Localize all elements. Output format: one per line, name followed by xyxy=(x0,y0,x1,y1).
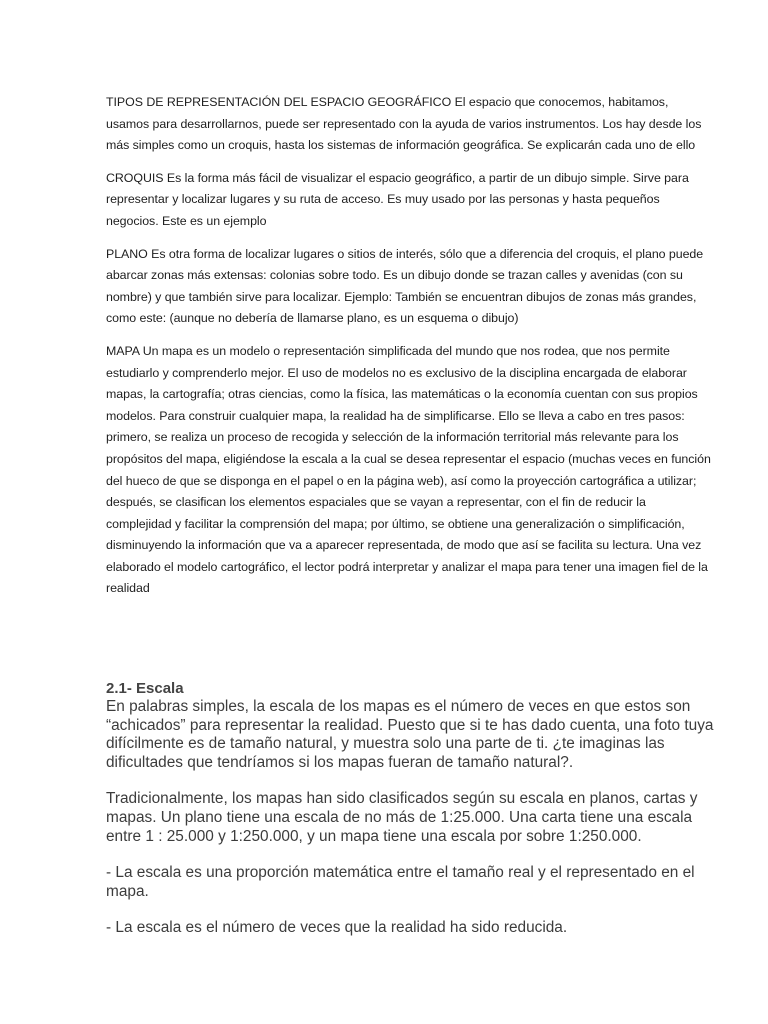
croquis-text: Es la forma más fácil de visualizar el espacio geográfico, a partir de un dibujo simple. Sirve para representar y localizar lugares y su ruta de acceso. Es muy usado por las personas y hasta pequeños negocios. Este es un ejemplo xyxy=(106,170,689,228)
escala-section xyxy=(106,680,728,956)
plano-text: Es otra forma de localizar lugares o sitios de interés, sólo que a diferencia del croquis, el plano puede abarcar zonas más extensas: colonias sobre todo. Es un dibujo donde se trazan calles y avenidas (con su nombre) y que también sirve para localizar. Ejemplo: También se encuentran dibujos de zonas más grandes, como este: (aunque no debería de llamarse plano, es un esquema o dibujo) xyxy=(106,246,704,326)
plano-title: PLANO xyxy=(106,246,148,261)
escala-paragraph-2: Tradicionalmente, los mapas han sido clasificados según su escala en planos, cartas y mapas. Un plano tiene una escala de no más de 1:25.000. Una carta tiene una escala entre 1 : 25.000 y 1:250.000, y un mapa tiene una escala por sobre 1:250.000. xyxy=(106,790,698,845)
mapa-text: Un mapa es un modelo o representación simplificada del mundo que nos rodea, que nos permite estudiarlo y comprenderlo mejor. El uso de modelos no es exclusivo de la disciplina encargada de elaborar mapas, la cartografía; otras ciencias, como la física, las matemáticas o la economía cuentan con sus propios modelos. Para construir cualquier mapa, la realidad ha de simplificarse. Ello se lleva a cabo en tres pasos: primero, se realiza un proceso de recogida y selección de la información territorial más relevante para los propósitos del mapa, eligiéndose la escala a la cual se desea representar el espacio (muchas veces en función del hueco de que se disponga en el papel o en la página web), así como la proyección cartográfica a utilizar; después, se clasifican los elementos espaciales que se vayan a representar, con el fin de reducir la complejidad y facilitar la comprensión del mapa; por último, se obtiene una generalización o simplificación, disminuyendo la información que va a aparecer representada, de modo que así se facilita su lectura. Una vez elaborado el modelo cartográfico, el lector podrá interpretar y analizar el mapa para tener una imagen fiel de la realidad xyxy=(106,343,711,596)
mapa-paragraph xyxy=(106,341,714,600)
croquis-title: CROQUIS xyxy=(106,170,164,185)
plano-paragraph xyxy=(106,244,714,330)
escala-paragraph-1: En palabras simples, la escala de los mapas es el número de veces en que estos son “achicados” para representar la realidad. Puesto que si te has dado cuenta, una foto tuya difícilmente es de tamaño natural, y muestra solo una parte de ti. ¿te imaginas las dificultades que tendríamos si los mapas fueran de tamaño natural?. xyxy=(106,698,714,771)
escala-paragraph-4: - La escala es el número de veces que la realidad ha sido reducida. xyxy=(106,919,568,937)
geographic-representation-section xyxy=(106,0,714,600)
croquis-paragraph xyxy=(106,168,714,233)
mapa-title: MAPA xyxy=(106,343,140,358)
intro-text: El espacio que conocemos, habitamos, usamos para desarrollarnos, puede ser representado con la ayuda de varios instrumentos. Los hay desde los más simples como un croquis, hasta los sistemas de información geográfica. Se explicarán cada uno de ello xyxy=(106,95,702,153)
escala-heading: 2.1- Escala xyxy=(106,680,184,697)
intro-title: TIPOS DE REPRESENTACIÓN DEL ESPACIO GEOGRÁFICO xyxy=(106,95,452,109)
intro-paragraph xyxy=(106,92,714,157)
escala-paragraph-3: - La escala es una proporción matemática entre el tamaño real y el representado en el mapa. xyxy=(106,864,695,900)
